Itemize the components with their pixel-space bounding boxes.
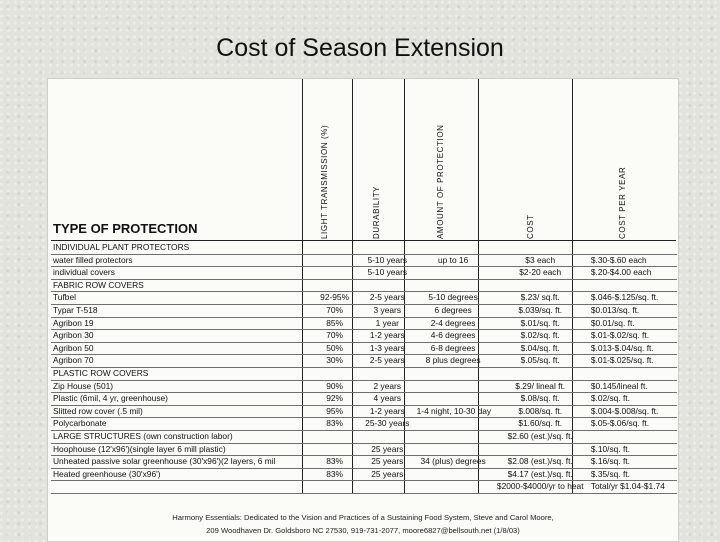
table-cell [360,242,415,254]
table-cell: $.04/sq. ft. [492,342,589,355]
row-label: Heated greenhouse (30'x96') [51,468,309,481]
row-label: water filled protectors [51,254,309,267]
table-cell: 34 (plus) degrees [415,456,492,469]
table-cell [492,367,589,380]
table-cell: 8 plus degrees [415,355,492,368]
table-row [51,481,677,494]
table-row [51,367,677,380]
table-cell: Total/yr $1.04-$1.74 [589,481,677,494]
table-cell: 2-4 degrees [415,317,492,330]
row-label [51,481,309,494]
row-label: Plastic (6mil, 4 yr, greenhouse) [51,393,309,406]
table-cell: $.10/sq. ft. [589,443,677,456]
table-cell: $.35/sq. ft. [589,468,677,481]
table-cell: $.05-$.06/sq. ft. [589,418,677,431]
table-cell [309,481,360,494]
row-label: Polycarbonate [51,418,309,431]
table-cell: $.046-$.125/sq. ft. [589,292,677,305]
table-cell: 30% [309,355,360,368]
table-cell: 70% [309,330,360,343]
table-row [51,330,677,343]
table-cell: $.004-$.008/sq. ft. [589,405,677,418]
table-row [51,456,677,469]
table-cell: $.05/sq. ft. [492,355,589,368]
col-header-cost: COST [526,214,535,239]
table-cell: $0.013/sq. ft. [589,304,677,317]
table-cell: $.20-$4.00 each [589,267,677,280]
row-label: Tufbel [51,292,309,305]
row-label: PLASTIC ROW COVERS [51,367,309,380]
table-cell: 85% [309,317,360,330]
table-cell [415,418,492,431]
table-row [51,279,677,292]
table-row [51,254,677,267]
table-cell: 25 years [360,456,415,469]
table-cell: $.02/sq. ft. [492,330,589,343]
table-cell: $2-20 each [492,267,589,280]
table-row [51,418,677,431]
row-label: Zip House (501) [51,380,309,393]
table-cell: 92% [309,393,360,406]
table-cell: $0.01/sq. ft. [589,317,677,330]
table-cell: $.01/sq. ft. [492,317,589,330]
table-cell: 1-3 years [360,342,415,355]
table-cell [309,443,360,456]
table-cell: $1.60/sq. ft. [492,418,589,431]
table-cell [589,242,677,254]
col-header-cost-per-year: COST PER YEAR [618,166,627,239]
table-cell: 5-10 years [360,254,415,267]
table-cell [360,367,415,380]
row-label: FABRIC ROW COVERS [51,279,309,292]
table-cell: 70% [309,304,360,317]
table-cell: 5-10 years [360,267,415,280]
table-cell: 3 years [360,304,415,317]
table-row [51,443,677,456]
table-cell: $.23/ sq.ft. [492,292,589,305]
table-cell [360,481,415,494]
table-cell: 83% [309,468,360,481]
table-cell [415,267,492,280]
table-cell: 1-4 night, 10-30 day [415,405,492,418]
table-cell: 95% [309,405,360,418]
table-cell: $.013-$.04/sq. ft. [589,342,677,355]
table-cell: 2-5 years [360,355,415,368]
table-cell [415,481,492,494]
table-cell [589,430,677,443]
table-cell [360,279,415,292]
table-cell: 4-6 degrees [415,330,492,343]
table-cell: 90% [309,380,360,393]
table-cell: 6 degrees [415,304,492,317]
table-cell: 83% [309,456,360,469]
table-cell: $.16/sq. ft. [589,456,677,469]
table-cell: $.039/sq. ft. [492,304,589,317]
row-label: Slitted row cover (.5 mil) [51,405,309,418]
table-cell: $2.08 (est.)/sq. ft. [492,456,589,469]
slide-title: Cost of Season Extension [216,34,504,62]
table-cell [309,279,360,292]
table-cell: 50% [309,342,360,355]
table-cell [415,367,492,380]
table-cell: 2-5 years [360,292,415,305]
table-cell [589,279,677,292]
table-cell: $2000-$4000/yr to heat [492,481,589,494]
table-cell: 1 year [360,317,415,330]
col-header-durability: DURABILITY [372,185,381,239]
table-row [51,267,677,280]
table-cell: 25-30 years [360,418,415,431]
col-header-light-transmission: LIGHT TRANSMISSION (%) [320,124,329,239]
table-cell: $.01-$.025/sq. ft. [589,355,677,368]
table-row [51,430,677,443]
table-cell [415,443,492,456]
table-cell: 1-2 years [360,405,415,418]
table-row [51,468,677,481]
table-cell [309,430,360,443]
row-label: Typar T-518 [51,304,309,317]
table-cell: 5-10 degrees [415,292,492,305]
table-row [51,380,677,393]
table-cell: $.02/sq. ft. [589,393,677,406]
table-cell [415,393,492,406]
table-row [51,292,677,305]
col-header-amount-of-protection: AMOUNT OF PROTECTION [436,124,445,239]
table-cell: $2.60 (est.)/sq. ft. [492,430,589,443]
table-cell: 25 years [360,443,415,456]
table-cell: $3 each [492,254,589,267]
row-label: Unheated passive solar greenhouse (30'x96')(2 layers, 6 mil [51,456,309,469]
row-label: individual covers [51,267,309,280]
header-divider [51,240,676,241]
table-cell: up to 16 [415,254,492,267]
type-of-protection-header: TYPE OF PROTECTION [53,221,198,236]
table-cell [415,279,492,292]
table-cell [415,380,492,393]
document-page [47,78,679,542]
table-cell [309,267,360,280]
table-cell: $.30-$.60 each [589,254,677,267]
table-cell: 6-8 degrees [415,342,492,355]
table-row [51,304,677,317]
table-cell: $.008/sq. ft. [492,405,589,418]
table-cell [492,242,589,254]
table-row [51,355,677,368]
protection-cost-table [51,242,677,494]
table-row [51,317,677,330]
row-label: Agribon 50 [51,342,309,355]
table-cell: $4.17 (est.)/sq. ft. [492,468,589,481]
table-cell: 4 years [360,393,415,406]
table-cell: 92-95% [309,292,360,305]
table-cell [309,242,360,254]
table-cell [492,443,589,456]
table-cell [589,367,677,380]
table-cell: $.01-$.02/sq. ft. [589,330,677,343]
table-cell: 25 years [360,468,415,481]
row-label: Agribon 70 [51,355,309,368]
row-label: LARGE STRUCTURES (own construction labor) [51,430,309,443]
row-label: INDIVIDUAL PLANT PROTECTORS [51,242,309,254]
table-cell [415,242,492,254]
row-label: Agribon 30 [51,330,309,343]
table-row [51,393,677,406]
table-cell [415,468,492,481]
table-row [51,342,677,355]
table-cell: 83% [309,418,360,431]
table-cell [309,367,360,380]
table-cell: 1-2 years [360,330,415,343]
table-cell [309,254,360,267]
table-cell: $.08/sq. ft. [492,393,589,406]
table-cell: $.29/ lineal ft. [492,380,589,393]
table-cell [415,430,492,443]
row-label: Hoophouse (12'x96')(single layer 6 mill plastic) [51,443,309,456]
footer-credit [48,511,678,537]
footer-line-1: Harmony Essentials: Dedicated to the Vision and Practices of a Sustaining Food System, Steve and Carol Moore, [172,513,554,522]
table-cell: 2 years [360,380,415,393]
table-cell [492,279,589,292]
table-cell [360,430,415,443]
table-row [51,242,677,254]
row-label: Agribon 19 [51,317,309,330]
table-cell: $0.145/lineal ft. [589,380,677,393]
table-row [51,405,677,418]
footer-line-2: 209 Woodhaven Dr. Goldsboro NC 27530, 919-731-2077, moore6827@bellsouth.net (1/8/03) [206,526,520,535]
